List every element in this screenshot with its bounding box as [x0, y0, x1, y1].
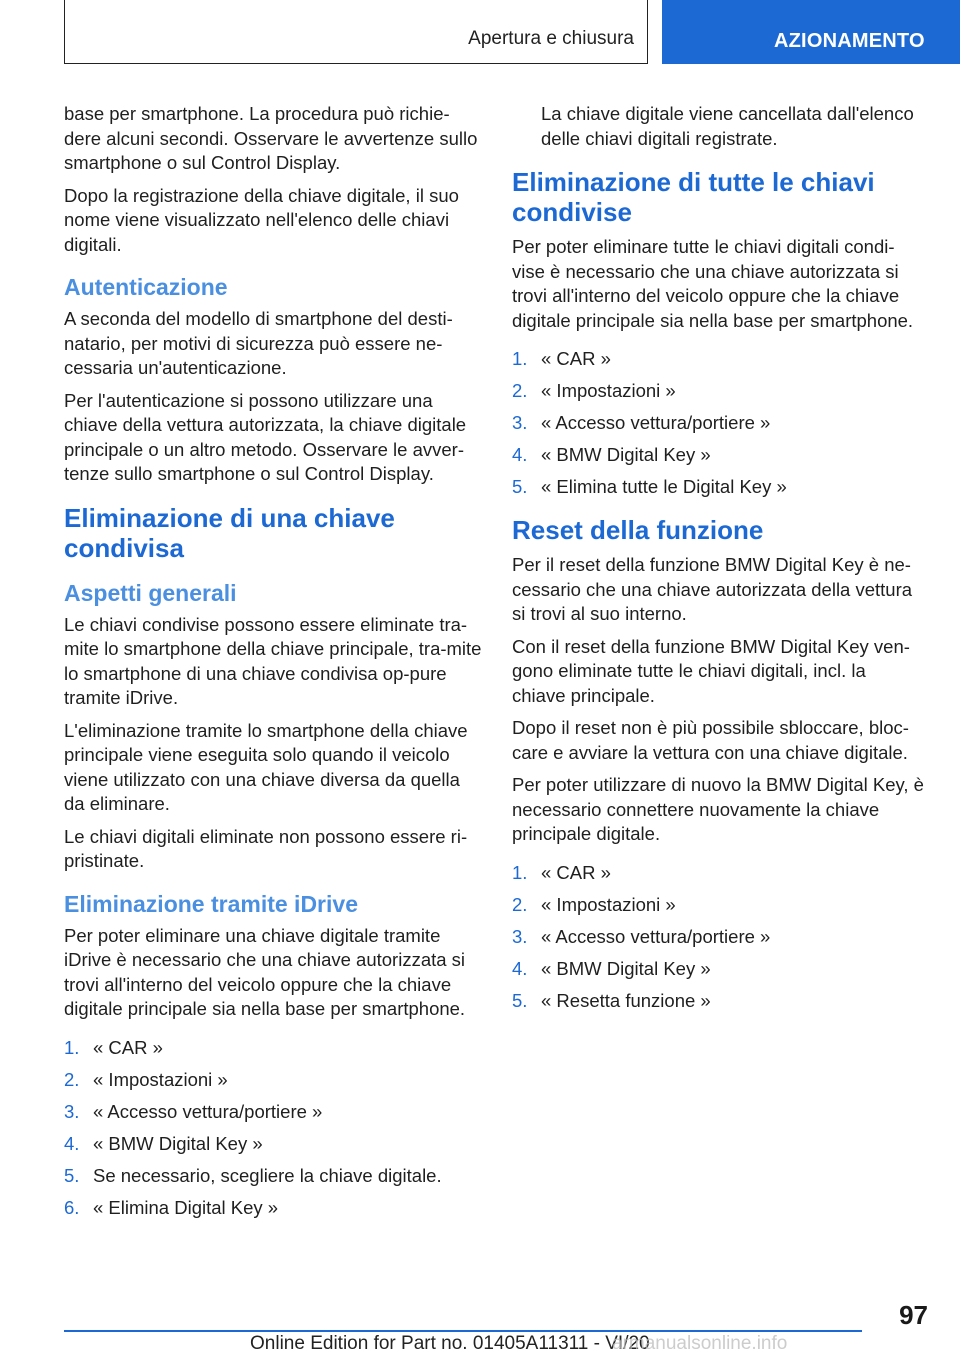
list-item [512, 861, 924, 885]
paragraph: Le chiavi digitali eliminate non possono essere ri-pristinate. [64, 825, 468, 871]
step-number: 4. [64, 1132, 80, 1154]
step-number: 1. [64, 1036, 80, 1058]
step-number: 2. [512, 380, 528, 401]
footer-edition: Online Edition for Part no. 01405A11311 - VI/20 [250, 1333, 650, 1354]
step-number: 6. [64, 1196, 80, 1218]
paragraph: Dopo il reset non è più possibile sbloccare, bloc-care e avviare la vettura con una chiave digitale. [512, 717, 909, 763]
step-number: 5. [512, 476, 528, 497]
watermark: armanualsonline.info [612, 1333, 788, 1354]
paragraph: Per l'autenticazione si possono utilizzare una chiave della vettura autorizzata, la chiave digitale principale o un altro metodo. Osservare le avver-tenze sullo smartphone o sul Control Display. [64, 389, 467, 484]
paragraph: Per poter utilizzare di nuovo la BMW Digital Key, è necessario connettere nuovamente la chiave principale digitale. [512, 774, 924, 844]
steps-list-idrive [64, 1036, 482, 1220]
step-number: 2. [512, 893, 528, 915]
list-item [512, 989, 924, 1013]
subheading-idrive: Eliminazione tramite iDrive [64, 890, 358, 917]
list-item [512, 347, 924, 371]
paragraph: L'eliminazione tramite lo smartphone della chiave principale viene eseguita solo quando il veicolo viene utilizzato con una chiave diversa da quella da eliminare. [64, 719, 468, 814]
step-text: « BMW Digital Key » [93, 1132, 263, 1154]
list-item [64, 1036, 482, 1060]
list-item [512, 475, 924, 499]
step-text: « Accesso vettura/portiere » [541, 412, 771, 433]
step-text: « BMW Digital Key » [541, 444, 711, 465]
step-text: « CAR » [541, 861, 611, 883]
heading-delete-shared-key: Eliminazione di una chiave condivisa [64, 502, 395, 563]
step-number: 4. [512, 957, 528, 979]
list-item [512, 957, 924, 981]
footer-divider [64, 1330, 862, 1332]
list-item [64, 1132, 482, 1156]
list-item [512, 925, 924, 949]
list-item [512, 379, 924, 403]
paragraph: La chiave digitale viene cancellata dall'elenco delle chiavi digitali registrate. [541, 103, 914, 149]
step-number: 3. [64, 1100, 80, 1122]
paragraph: Le chiavi condivise possono essere eliminate tra-mite lo smartphone della chiave principale, tra-mite lo smartphone di una chiave condivisa op-pure tramite iDrive. [64, 613, 482, 708]
list-item [64, 1100, 482, 1124]
step-number: 3. [512, 412, 528, 433]
step-text: Se necessario, scegliere la chiave digitale. [93, 1164, 442, 1186]
step-text: « CAR » [541, 348, 611, 369]
heading-reset-function: Reset della funzione [512, 515, 764, 545]
paragraph: Per il reset della funzione BMW Digital Key è ne-cessario che una chiave autorizzata della vettura si trovi al suo interno. [512, 554, 913, 624]
step-text: « Impostazioni » [93, 1068, 228, 1090]
step-text: « CAR » [93, 1036, 163, 1058]
list-item [512, 893, 924, 917]
list-item [64, 1196, 482, 1220]
step-number: 1. [512, 348, 528, 369]
step-number: 3. [512, 925, 528, 947]
paragraph: base per smartphone. La procedura può richie-dere alcuni secondi. Osservare le avvertenze sullo smartphone o sul Control Display. [64, 103, 478, 173]
heading-delete-all-keys: Eliminazione di tutte le chiavi condivise [512, 167, 875, 227]
step-number: 4. [512, 444, 528, 465]
steps-list-reset [512, 861, 924, 1013]
step-text: « Impostazioni » [541, 380, 676, 401]
subheading-authentication: Autenticazione [64, 274, 228, 300]
step-number: 5. [64, 1164, 80, 1186]
step-text: « Elimina tutte le Digital Key » [541, 476, 787, 497]
list-item [64, 1068, 482, 1092]
step-number: 5. [512, 989, 528, 1011]
step-text: « Accesso vettura/portiere » [93, 1100, 323, 1122]
left-column [64, 102, 482, 1232]
paragraph: Dopo la registrazione della chiave digitale, il suo nome viene visualizzato nell'elenco delle chiavi digitali. [64, 184, 459, 255]
subheading-general: Aspetti generali [64, 579, 237, 606]
header-chapter-label: AZIONAMENTO [774, 30, 925, 52]
step-text: « Impostazioni » [541, 893, 676, 915]
paragraph: Per poter eliminare una chiave digitale tramite iDrive è necessario che una chiave autorizzata si trovi all'interno del veicolo oppure che la chiave digitale principale sia nella base per smartphone. [64, 924, 466, 1019]
step-text: « Elimina Digital Key » [93, 1196, 279, 1218]
paragraph: Con il reset della funzione BMW Digital Key ven-gono eliminate tutte le chiavi digitali, incl. la chiave principale. [512, 635, 910, 706]
step-text: « BMW Digital Key » [541, 957, 711, 979]
list-item [512, 411, 924, 435]
paragraph: A seconda del modello di smartphone del desti-natario, per motivi di sicurezza può essere ne-cessaria un'autenticazione. [64, 308, 453, 378]
right-column [512, 102, 924, 1025]
list-item [512, 443, 924, 467]
paragraph: Per poter eliminare tutte le chiavi digitali condi-vise è necessario che una chiave autorizzata si trovi all'interno del veicolo oppure che la chiave digitale principale sia nella base per smartphone. [512, 236, 914, 331]
step-number: 2. [64, 1068, 80, 1090]
list-item [64, 1164, 482, 1188]
step-text: « Resetta funzione » [541, 989, 711, 1011]
header-section-title: Apertura e chiusura [468, 28, 634, 49]
step-text: « Accesso vettura/portiere » [541, 925, 771, 947]
step-number: 1. [512, 861, 528, 883]
steps-list-delete-all [512, 347, 924, 499]
header-chapter-tab[interactable] [662, 0, 960, 64]
page-number: 97 [899, 1300, 928, 1330]
